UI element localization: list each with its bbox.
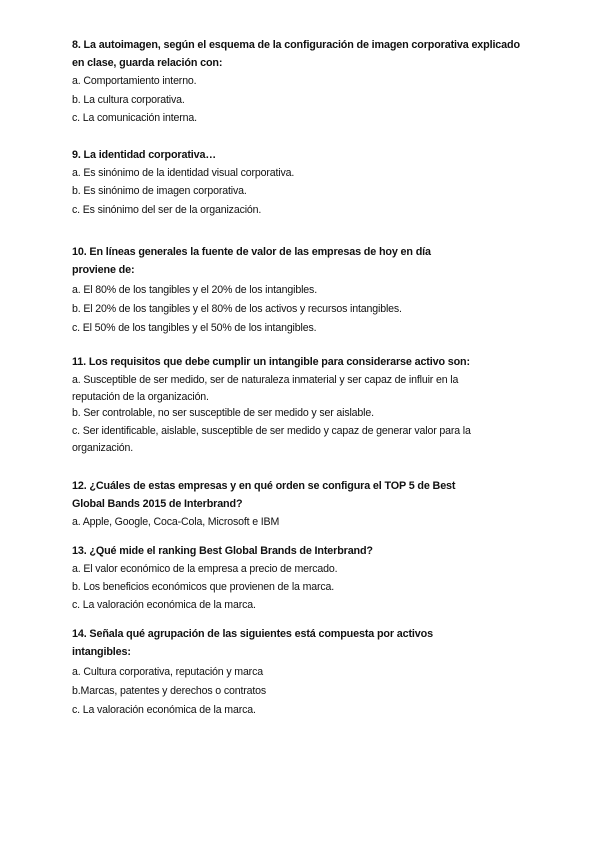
question-14-option-c: c. La valoración económica de la marca.: [72, 704, 256, 716]
question-11-option-b: b. Ser controlable, no ser susceptible de ser medido y ser aislable.: [72, 407, 374, 419]
question-9-option-b: b. Es sinónimo de imagen corporativa.: [72, 185, 247, 197]
question-9-option-c: c. Es sinónimo del ser de la organización.: [72, 204, 262, 216]
question-13-option-b: b. Los beneficios económicos que provienen de la marca.: [72, 581, 335, 593]
question-12-title-line-2: Global Bands 2015 de Interbrand?: [72, 498, 243, 510]
question-11-option-c-line-1: c. Ser identificable, aislable, susceptible de ser medido y capaz de generar valor para la: [72, 425, 471, 437]
question-8-option-a: a. Comportamiento interno.: [72, 75, 197, 87]
question-8-option-b: b. La cultura corporativa.: [72, 94, 185, 106]
question-10-option-c: c. El 50% de los tangibles y el 50% de los intangibles.: [72, 322, 317, 334]
question-10-option-a: a. El 80% de los tangibles y el 20% de los intangibles.: [72, 284, 317, 296]
question-14-title-line-1: 14. Señala qué agrupación de las siguientes está compuesta por activos: [72, 628, 433, 640]
question-13-option-c: c. La valoración económica de la marca.: [72, 599, 256, 611]
question-14-option-b: b.Marcas, patentes y derechos o contratos: [72, 685, 267, 697]
question-9-option-a: a. Es sinónimo de la identidad visual corporativa.: [72, 167, 295, 179]
question-8-title-line-1: 8. La autoimagen, según el esquema de la configuración de imagen corporativa explicado: [72, 39, 520, 51]
question-8-title-line-2: en clase, guarda relación con:: [72, 57, 223, 69]
question-11-option-a-line-2: reputación de la organización.: [72, 391, 209, 403]
question-13-title: 13. ¿Qué mide el ranking Best Global Brands de Interbrand?: [72, 545, 373, 557]
question-8-option-c: c. La comunicación interna.: [72, 112, 197, 124]
question-11-option-a-line-1: a. Susceptible de ser medido, ser de naturaleza inmaterial y ser capaz de influir en la: [72, 374, 459, 386]
question-14-title-line-2: intangibles:: [72, 646, 131, 658]
question-9-title: 9. La identidad corporativa…: [72, 149, 216, 161]
question-14-option-a: a. Cultura corporativa, reputación y marca: [72, 666, 263, 678]
question-12-title-line-1: 12. ¿Cuáles de estas empresas y en qué orden se configura el TOP 5 de Best: [72, 480, 456, 492]
question-10-option-b: b. El 20% de los tangibles y el 80% de los activos y recursos intangibles.: [72, 303, 402, 315]
question-10-title-line-1: 10. En líneas generales la fuente de valor de las empresas de hoy en día: [72, 246, 431, 258]
question-13-option-a: a. El valor económico de la empresa a precio de mercado.: [72, 563, 338, 575]
question-11-title: 11. Los requisitos que debe cumplir un intangible para considerarse activo son:: [72, 356, 470, 368]
question-12-option-a: a. Apple, Google, Coca-Cola, Microsoft e IBM: [72, 516, 280, 528]
question-11-option-c-line-2: organización.: [72, 442, 134, 454]
question-10-title-line-2: proviene de:: [72, 264, 135, 276]
